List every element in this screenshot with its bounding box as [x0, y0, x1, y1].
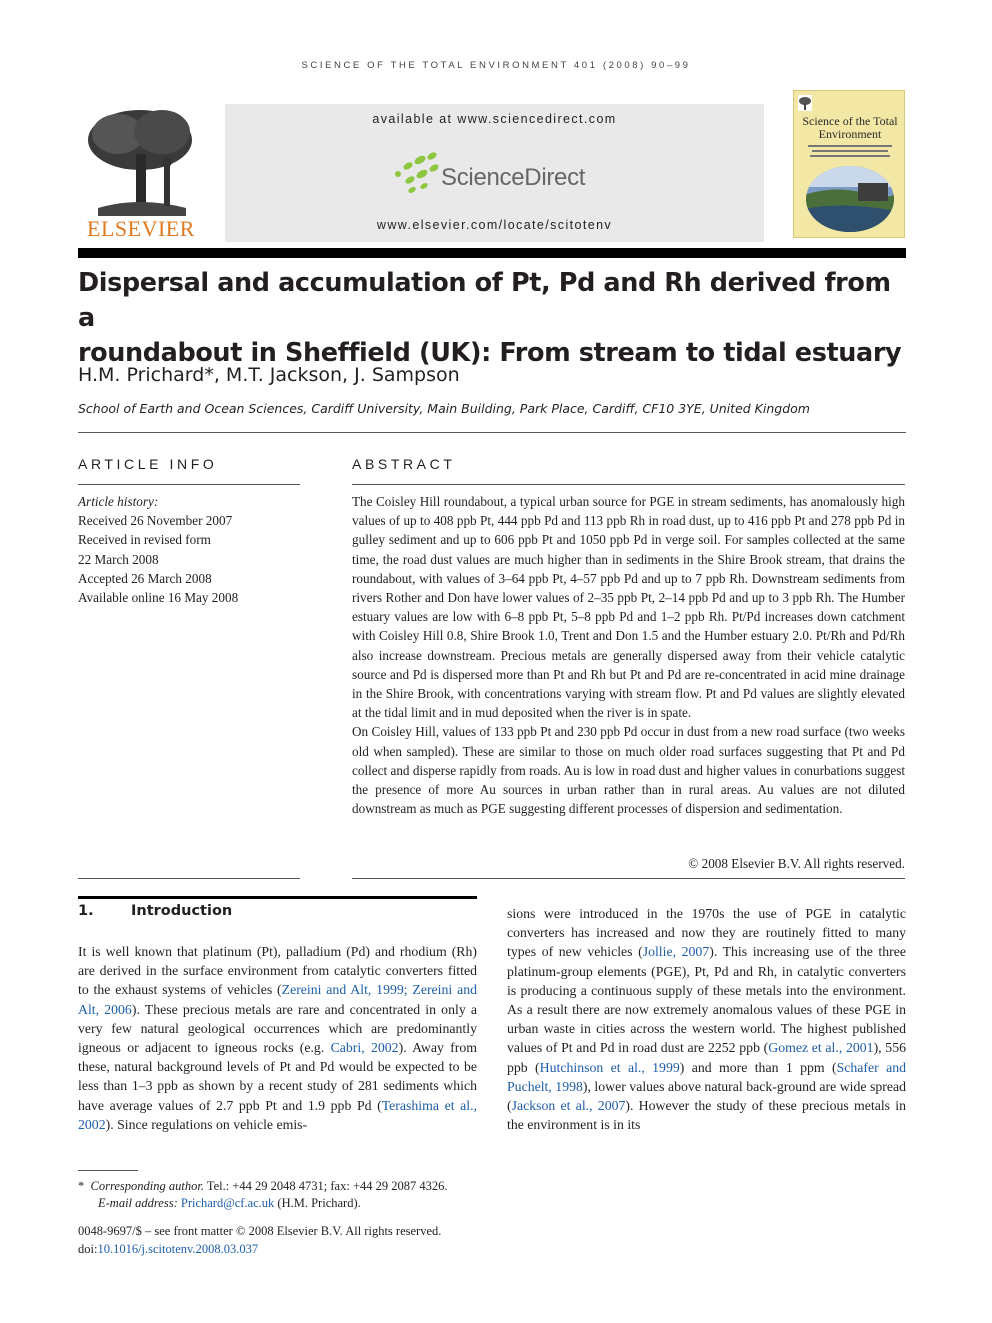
abstract-paragraph-2: On Coisley Hill, values of 133 ppb Pt and 230 ppb Pd occur in dust from a new road surface (two weeks old when sampled). These are similar to those on much older road surfaces suggesting that Pt and Pd collect and disperse rapidly from roads. Au is low in road dust and higher values in conurbations suggest the presence of more Au sources in urban rather than in rural areas. Au values are not diluted downstream as much as PGE suggesting different processes of dispersion and sedimentation. — [352, 724, 905, 817]
corresponding-label: Corresponding author. — [90, 1179, 204, 1193]
title-line-1: Dispersal and accumulation of Pt, Pd and Rh derived from a — [78, 268, 891, 333]
doi-prefix: doi: — [78, 1242, 98, 1256]
citation-link[interactable]: Schafer and Puchelt, 1998 — [507, 1059, 906, 1094]
body-text: ) and more than 1 ppm ( — [679, 1059, 837, 1075]
cover-journal-title: Science of the Total Environment — [802, 114, 898, 141]
email-label: E-mail address: — [98, 1196, 178, 1210]
history-label: Article history: — [78, 494, 159, 509]
body-text: sions were introduced in the 1970s the use of PGE in catalytic converters has increased and now they are routinely fitted to many types of new vehicles ( — [507, 906, 906, 960]
cover-elsevier-icon — [798, 95, 812, 111]
doi-link[interactable]: 10.1016/j.scitotenv.2008.03.037 — [97, 1242, 259, 1256]
section-title: Introduction — [131, 903, 233, 919]
contact-numbers: Tel.: +44 29 2048 4731; fax: +44 29 2087 4326. — [203, 1179, 448, 1193]
abstract-rule — [352, 484, 905, 485]
history-line: Available online 16 May 2008 — [78, 590, 239, 606]
citation-link[interactable]: Jackson et al., 2007 — [511, 1098, 626, 1114]
abstract-heading: ABSTRACT — [352, 456, 456, 472]
article-history — [78, 492, 300, 607]
email-link[interactable]: Prichard@cf.ac.uk — [180, 1196, 275, 1210]
abstract-body — [352, 492, 905, 818]
cover-landscape-image — [804, 165, 896, 233]
history-line: Received in revised form — [78, 532, 211, 548]
history-line: Received 26 November 2007 — [78, 513, 233, 529]
intro-left-column — [78, 942, 477, 1134]
citation-link[interactable]: Terashima et al., 2002 — [78, 1097, 477, 1132]
footnote-rule — [78, 1170, 138, 1171]
intro-top-rule — [78, 896, 477, 899]
citation-link[interactable]: Gomez et al., 2001 — [768, 1040, 874, 1056]
footnote-star: * — [78, 1179, 85, 1193]
issn-line: 0048-9697/$ – see front matter © 2008 Elsevier B.V. All rights reserved. — [78, 1224, 442, 1238]
journal-url[interactable]: www.elsevier.com/locate/scitotenv — [376, 218, 613, 232]
abstract-paragraph-1: The Coisley Hill roundabout, a typical urban source for PGE in stream sediments, has anomalously high values of up to 408 ppb Pt, 444 ppb Pd and 113 ppb Rh in road dust, up to 416 ppb Pt and 278 ppb Pd in gulley sediment and up to 606 ppb Pt and 1050 ppb Pd in verge soil. For samples collected at the same time, the road dust values are much higher than in sediments in the Shire Brook stream, that drains the roundabout, with values of 3–64 ppb Pt, 4–57 ppb Pd and up to 7 ppb Rh. Downstream sediments from rivers Rother and Don have lower values of 2–35 ppb Pt, 2–14 ppb Pd and up to 3 ppb Rh. The Humber estuary values are low with 6–8 ppb Pt, 5–8 ppb Pd and 1–2 ppb Rh. Pt/Pd increases down catchment with Coisley Hill 0.8, Shire Brook 1.0, Trent and Don 1.5 and the Humber estuary 2.0. Pt/Rh and Pd/Rh also increase downstream. Precious metals are generally dispersed away from their vehicle catalytic source and Pd is dispersed more than Pt and Rh but Pt and Pd are re-concentrated in acid mine drainage in the Shire Brook, with concentrations varying with stream flow. Pt and Pd values are slightly elevated at the tidal limit and in mud deposited when the river is in spate. — [352, 494, 905, 721]
corresponding-author-footnote — [78, 1178, 508, 1212]
section-number: 1. — [78, 903, 94, 919]
sciencedirect-wordmark: ScienceDirect — [441, 164, 586, 191]
sciencedirect-banner — [225, 104, 764, 242]
section-heading-introduction — [78, 903, 232, 919]
citation-link[interactable]: Hutchinson et al., 1999 — [539, 1059, 680, 1075]
citation-link[interactable]: Cabri, 2002 — [330, 1040, 399, 1056]
history-line: Accepted 26 March 2008 — [78, 570, 212, 586]
email-owner: (H.M. Prichard). — [274, 1196, 361, 1210]
abstract-copyright: © 2008 Elsevier B.V. All rights reserved. — [688, 856, 905, 871]
front-matter — [78, 1222, 441, 1258]
body-text: ). These precious metals are rare and concentrated in only a very few natural geological occurrences which are predominantly igneous or adjacent to igneous rocks (e.g. — [78, 1001, 477, 1056]
citation-link[interactable]: Zereini and Alt, 1999; Zereini and Alt, 2006 — [78, 982, 477, 1017]
body-text: ), 556 ppb ( — [507, 1040, 906, 1075]
body-text: ). Since regulations on vehicle emis- — [105, 1116, 308, 1132]
history-line: 22 March 2008 — [78, 551, 159, 567]
article-info-rule — [78, 484, 300, 485]
masthead-rule — [78, 248, 906, 258]
body-text: It is well known that platinum (Pt), palladium (Pd) and rhodium (Rh) are derived in the surface environment from catalytic converters fitted to the exhaust systems of vehicles ( — [78, 944, 477, 998]
citation-link[interactable]: Jollie, 2007 — [642, 944, 710, 960]
cover-subtitle-lines — [804, 143, 896, 163]
header-divider — [78, 432, 906, 433]
body-text: ). However the study of these precious metals in the environment is in its — [507, 1098, 906, 1133]
abstract-bottom-rule — [352, 878, 905, 879]
title-line-2: roundabout in Sheffield (UK): From stream to tidal estuary — [78, 338, 902, 368]
journal-cover-thumbnail — [793, 90, 905, 238]
intro-right-column — [507, 904, 906, 1134]
available-at-text[interactable]: available at www.sciencedirect.com — [372, 112, 617, 126]
body-text: ). Away from these, natural background levels of Pt and Pd would be expected to be less than 1–3 ppb as shown by a recent study of 281 sediments which have average values of 2.7 ppb Pt and 1.9 ppb Pd ( — [78, 1040, 477, 1113]
article-info-heading: ARTICLE INFO — [78, 456, 218, 472]
body-text: ). This increasing use of the three platinum-group elements (PGE), Pt, Pd and Rh, in catalytic converters is producing a continuous supply of these metals into the environment. As a result there are now extremely anomalous values of these PGE in urban waste in cities across the western world. The highest published values of Pt and Pd in road dust are 2252 ppb ( — [507, 944, 906, 1056]
journal-running-header: SCIENCE OF THE TOTAL ENVIRONMENT 401 (2008) 90–99 — [301, 60, 691, 71]
author-list: H.M. Prichard*, M.T. Jackson, J. Sampson — [78, 364, 460, 386]
elsevier-wordmark: ELSEVIER — [87, 216, 195, 241]
article-title — [78, 266, 906, 371]
affiliation: School of Earth and Ocean Sciences, Cardiff University, Main Building, Park Place, Cardiff, CF10 3YE, United Kingdom — [78, 401, 810, 416]
body-text: ), lower values above natural back-ground are wide spread ( — [507, 1078, 906, 1114]
article-info-bottom-rule — [78, 878, 300, 879]
